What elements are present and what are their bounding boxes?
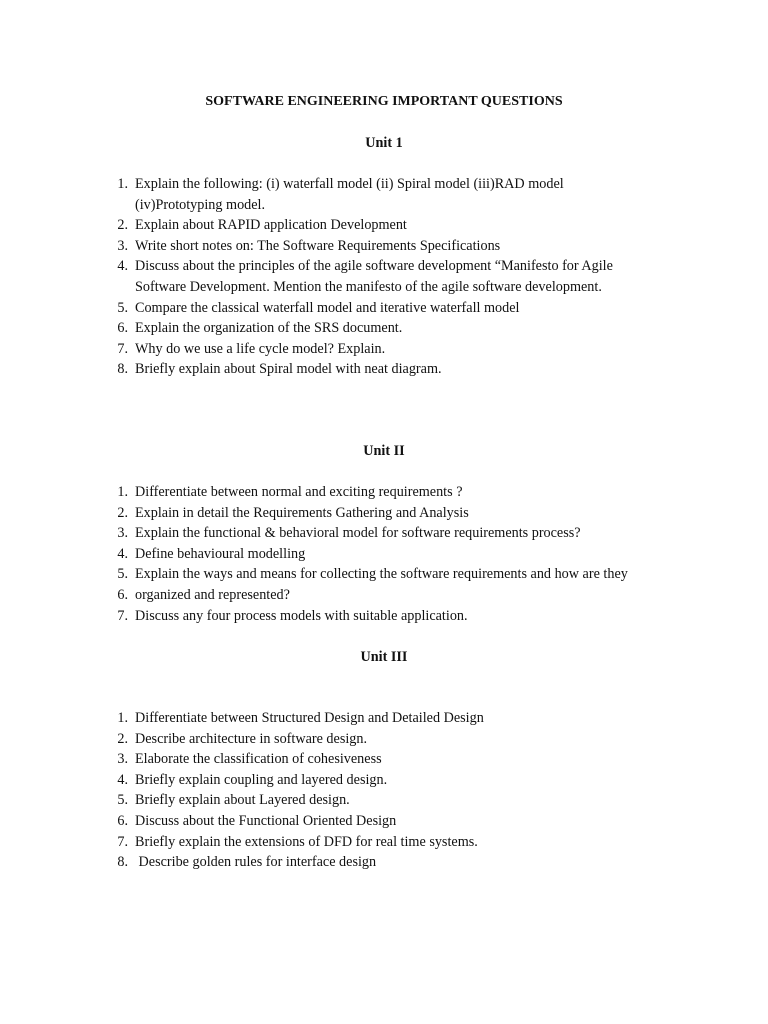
question-text: Differentiate between normal and exciting requirements ? — [135, 484, 463, 500]
question-text — [135, 256, 668, 297]
question-item — [108, 339, 668, 360]
question-text-line: Explain the following: (i) waterfall model (ii) Spiral model (iii)RAD model — [135, 176, 564, 192]
question-text: Describe golden rules for interface design — [135, 854, 377, 871]
question-number: 7. — [117, 833, 128, 850]
question-number: 5. — [117, 566, 128, 583]
question-text-line: Software Development. Mention the manifesto of the agile software development. — [135, 278, 602, 295]
question-item — [108, 215, 668, 236]
question-number: 6. — [117, 586, 128, 603]
question-text: Elaborate the classification of cohesiveness — [135, 751, 382, 768]
question-item — [108, 606, 668, 627]
question-number: 3. — [117, 525, 128, 542]
question-item — [108, 729, 668, 750]
question-number: 5. — [117, 792, 128, 809]
question-text: Differentiate between Structured Design and Detailed Design — [135, 710, 484, 726]
question-text: Discuss any four process models with suitable application. — [135, 607, 468, 624]
question-number: 5. — [117, 299, 128, 316]
question-item — [108, 585, 668, 606]
question-number: 3. — [117, 237, 128, 254]
question-text: Explain the functional & behavioral model for software requirements process? — [135, 525, 581, 542]
question-number: 4. — [117, 771, 128, 788]
question-text: Why do we use a life cycle model? Explain. — [135, 340, 386, 357]
question-number: 8. — [117, 854, 128, 871]
question-text: organized and represented? — [135, 586, 290, 603]
unit-2-question-list — [108, 482, 668, 626]
question-number: 8. — [117, 361, 128, 378]
question-text: Briefly explain about Spiral model with neat diagram. — [135, 361, 442, 378]
question-item — [108, 749, 668, 770]
question-text: Discuss about the Functional Oriented Design — [135, 812, 397, 829]
document-title: SOFTWARE ENGINEERING IMPORTANT QUESTIONS — [205, 94, 563, 109]
question-text: Explain the organization of the SRS document. — [135, 320, 403, 337]
question-number: 3. — [117, 751, 128, 768]
question-number: 1. — [117, 176, 128, 192]
question-item — [108, 564, 668, 585]
question-text — [135, 174, 668, 215]
question-number: 6. — [117, 320, 128, 337]
unit-1-heading: Unit 1 — [365, 135, 403, 151]
unit-3-question-list — [108, 708, 668, 873]
question-item — [108, 236, 668, 257]
question-item — [108, 708, 668, 729]
question-item — [108, 318, 668, 339]
question-text-line: Discuss about the principles of the agile software development “Manifesto for Agile — [135, 258, 613, 275]
question-text: Describe architecture in software design. — [135, 730, 368, 747]
question-text: Explain in detail the Requirements Gathering and Analysis — [135, 504, 469, 521]
question-text: Briefly explain about Layered design. — [135, 792, 350, 809]
question-item — [108, 298, 668, 319]
question-number: 4. — [117, 545, 128, 562]
question-text: Define behavioural modelling — [135, 545, 306, 562]
question-text-line: (iv)Prototyping model. — [135, 196, 266, 213]
question-number: 7. — [117, 607, 128, 624]
question-item — [108, 523, 668, 544]
question-number: 1. — [117, 710, 128, 726]
question-item — [108, 544, 668, 565]
question-item — [108, 832, 668, 853]
question-item — [108, 503, 668, 524]
question-item — [108, 770, 668, 791]
question-item — [108, 359, 668, 380]
question-text: Explain the ways and means for collecting the software requirements and how are they — [135, 566, 628, 583]
question-text: Compare the classical waterfall model and iterative waterfall model — [135, 299, 520, 316]
unit-1-question-list — [108, 174, 668, 380]
question-item — [108, 811, 668, 832]
question-item — [108, 174, 668, 215]
question-text: Write short notes on: The Software Requirements Specifications — [135, 237, 501, 254]
question-number: 2. — [117, 217, 128, 234]
question-number: 6. — [117, 812, 128, 829]
question-item — [108, 790, 668, 811]
question-item — [108, 852, 668, 873]
question-text: Explain about RAPID application Development — [135, 217, 407, 234]
question-number: 2. — [117, 504, 128, 521]
question-text: Briefly explain coupling and layered design. — [135, 771, 388, 788]
question-number: 2. — [117, 730, 128, 747]
unit-3-heading: Unit III — [360, 649, 408, 665]
unit-2-heading: Unit II — [363, 443, 405, 459]
question-item — [108, 256, 668, 297]
question-number: 1. — [117, 484, 128, 500]
question-text: Briefly explain the extensions of DFD for real time systems. — [135, 833, 478, 850]
question-number: 4. — [117, 258, 128, 275]
question-item — [108, 482, 668, 503]
question-number: 7. — [117, 340, 128, 357]
